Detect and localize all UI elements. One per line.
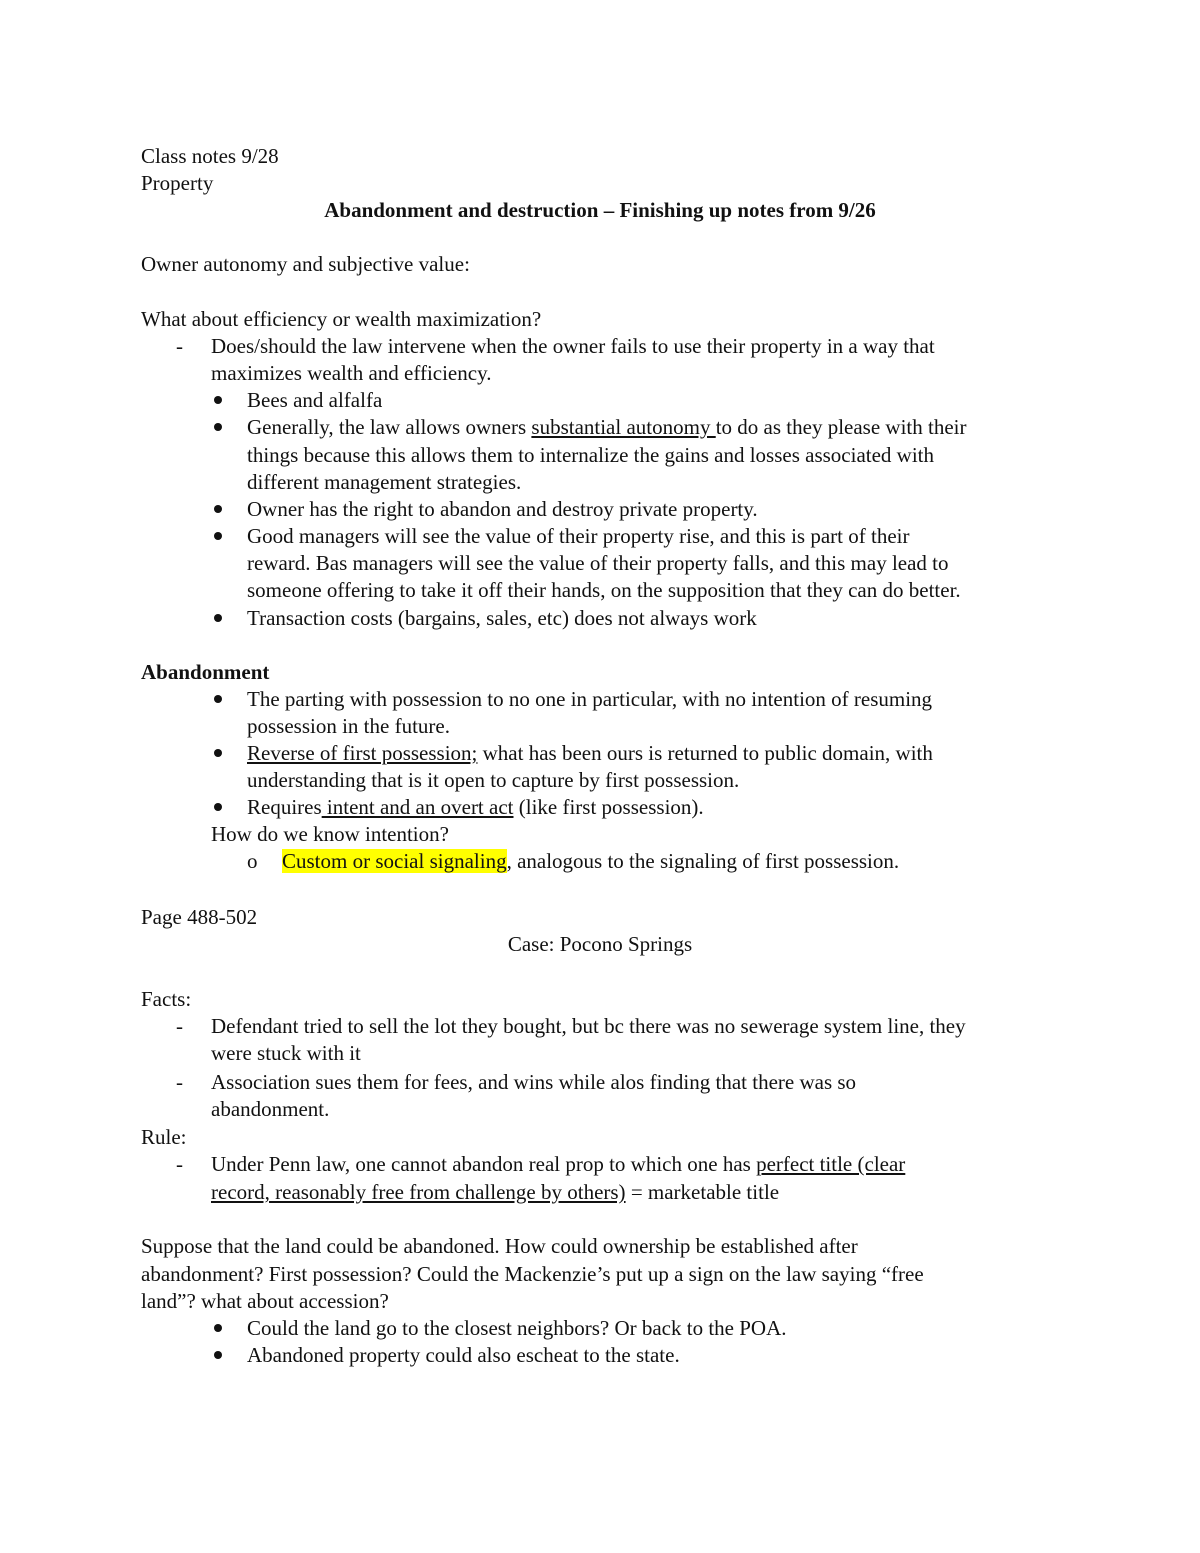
underlined-term: Reverse of first possession; — [247, 741, 478, 765]
efficiency-bullet-4-line3: someone offering to take it off their hands, on the supposition that they can do better. — [247, 578, 961, 602]
abandonment-bullet-1-line1: The parting with possession to no one in particular, with no intention of resuming — [247, 687, 933, 711]
dash-bullet: - — [176, 1152, 183, 1176]
course-name: Property — [141, 171, 214, 195]
suppose-line2: abandonment? First possession? Could the Mackenzie’s put up a sign on the law saying “free — [141, 1262, 924, 1286]
text-run: (like first possession). — [513, 795, 704, 819]
efficiency-dash1-line1: Does/should the law intervene when the owner fails to use their property in a way that — [211, 334, 935, 358]
dash-bullet: - — [176, 334, 183, 358]
case-title: Case: Pocono Springs — [507, 932, 693, 956]
rule-line2 — [211, 1179, 779, 1206]
abandonment-bullet-3 — [247, 794, 704, 821]
underlined-term: record, reasonably free from challenge by others) — [211, 1180, 626, 1204]
efficiency-bullet-2-line3: different management strategies. — [247, 470, 522, 494]
efficiency-bullet-1: Bees and alfalfa — [247, 388, 383, 412]
suppose-line1: Suppose that the land could be abandoned. How could ownership be established after — [141, 1234, 858, 1258]
text-run: Under Penn law, one cannot abandon real prop to which one has — [211, 1152, 757, 1176]
efficiency-bullet-2-line1 — [247, 414, 967, 441]
abandonment-heading: Abandonment — [141, 660, 270, 684]
abandonment-sub-bullet — [282, 848, 899, 875]
bullet-icon — [214, 423, 222, 431]
fact-2-line1: Association sues them for fees, and wins while alos finding that there was so — [211, 1070, 857, 1094]
fact-2-line2: abandonment. — [211, 1097, 330, 1121]
efficiency-bullet-4-line2: reward. Bas managers will see the value of their property falls, and this may lead to — [247, 551, 949, 575]
efficiency-bullet-2-line2: things because this allows them to internalize the gains and losses associated with — [247, 443, 935, 467]
efficiency-bullet-3: Owner has the right to abandon and destroy private property. — [247, 497, 758, 521]
underlined-term: intent and an overt act — [321, 795, 514, 819]
class-notes-date: Class notes 9/28 — [141, 144, 279, 168]
highlighted-term: Custom or social signaling — [282, 849, 507, 873]
dash-bullet: - — [176, 1014, 183, 1038]
bullet-icon — [214, 695, 222, 703]
abandonment-bullet-2-line1 — [247, 740, 933, 767]
text-run: Requires — [247, 795, 322, 819]
suppose-bullet-1: Could the land go to the closest neighbors? Or back to the POA. — [247, 1316, 787, 1340]
text-run: what has been ours is returned to public domain, with — [477, 741, 933, 765]
bullet-icon — [214, 532, 222, 540]
efficiency-question: What about efficiency or wealth maximization? — [141, 307, 542, 331]
text-run: , analogous to the signaling of first possession. — [506, 849, 900, 873]
suppose-line3: land”? what about accession? — [141, 1289, 389, 1313]
rule-label: Rule: — [141, 1125, 187, 1149]
rule-line1 — [211, 1151, 905, 1178]
sub-bullet-marker: o — [247, 849, 258, 873]
intention-question: How do we know intention? — [211, 822, 449, 846]
bullet-icon — [214, 749, 222, 757]
text-run: to do as they please with their — [715, 415, 967, 439]
fact-1-line2: were stuck with it — [211, 1041, 361, 1065]
page-range: Page 488-502 — [141, 905, 258, 929]
fact-1-line1: Defendant tried to sell the lot they bought, but bc there was no sewerage system line, they — [211, 1014, 966, 1038]
bullet-icon — [214, 1324, 222, 1332]
owner-autonomy-label: Owner autonomy and subjective value: — [141, 252, 470, 276]
bullet-icon — [214, 614, 222, 622]
text-run: = marketable title — [625, 1180, 780, 1204]
facts-label: Facts: — [141, 987, 192, 1011]
efficiency-bullet-4-line1: Good managers will see the value of their property rise, and this is part of their — [247, 524, 910, 548]
efficiency-bullet-5: Transaction costs (bargains, sales, etc) does not always work — [247, 606, 757, 630]
underlined-term: perfect title (clear — [756, 1152, 906, 1176]
bullet-icon — [214, 396, 222, 404]
dash-bullet: - — [176, 1070, 183, 1094]
page-title: Abandonment and destruction – Finishing up notes from 9/26 — [324, 198, 876, 222]
abandonment-bullet-2-line2: understanding that is it open to capture by first possession. — [247, 768, 740, 792]
suppose-bullet-2: Abandoned property could also escheat to the state. — [247, 1343, 680, 1367]
bullet-icon — [214, 803, 222, 811]
efficiency-dash1-line2: maximizes wealth and efficiency. — [211, 361, 492, 385]
bullet-icon — [214, 505, 222, 513]
underlined-term: substantial autonomy — [531, 415, 716, 439]
text-run: Generally, the law allows owners — [247, 415, 532, 439]
bullet-icon — [214, 1351, 222, 1359]
abandonment-bullet-1-line2: possession in the future. — [247, 714, 450, 738]
